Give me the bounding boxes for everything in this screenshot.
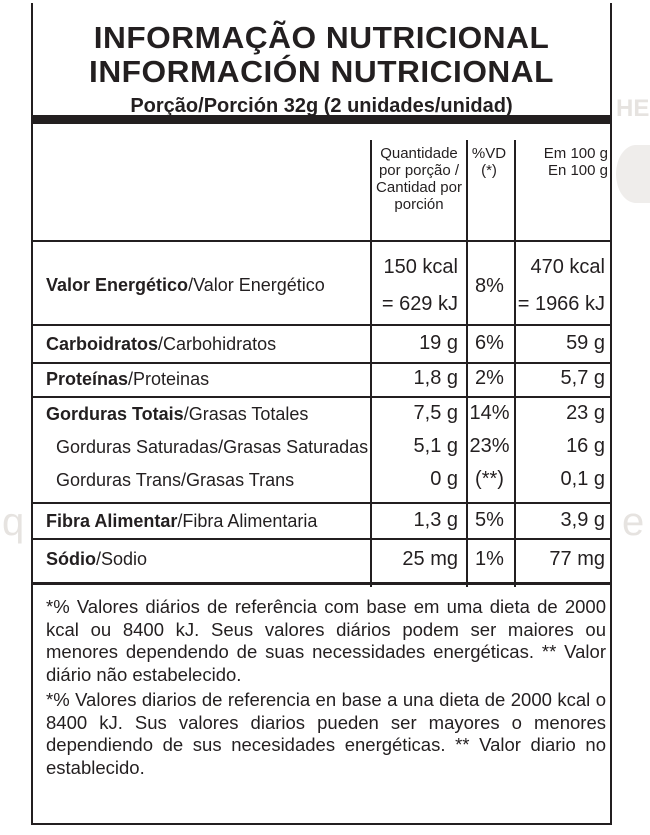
row-energy-per100-1: 470 kcal	[530, 256, 605, 278]
column-header-quantity: Quantidade por porção / Cantidad por porción	[376, 145, 462, 213]
background-ghost-right-2: e	[622, 500, 645, 544]
rule-fats	[31, 502, 612, 504]
row-protein-amount: 1,8 g	[413, 367, 458, 389]
row-carbs-per100: 59 g	[566, 332, 605, 354]
rule-fiber	[31, 538, 612, 540]
row-sodium-dv: 1%	[475, 548, 504, 570]
row-total-fat-dv: 14%	[469, 402, 510, 424]
row-protein-dv: 2%	[475, 367, 504, 389]
rule-energy	[31, 324, 612, 326]
rule-carbs	[31, 362, 612, 364]
rule-sodium	[31, 582, 612, 585]
row-energy-label	[46, 274, 325, 296]
row-energy-amount-2: = 629 kJ	[381, 293, 458, 315]
row-protein-per100: 5,7 g	[560, 367, 605, 389]
row-sodium-label-pt: Sódio	[46, 549, 96, 569]
row-energy-amount-1: 150 kcal	[383, 256, 458, 278]
column-header-per100-pt: Em 100 g	[543, 145, 608, 162]
row-total-fat-per100: 23 g	[566, 402, 605, 424]
column-header-dv: %VD (*)	[471, 145, 507, 179]
column-header-per100	[520, 145, 608, 179]
row-protein-label	[46, 368, 209, 390]
row-trans-fat-dv: (**)	[475, 468, 504, 490]
row-trans-fat-per100: 0,1 g	[560, 468, 605, 490]
portion-label-es: /Porción 32g (2 unidades/unidad)	[198, 95, 513, 117]
title-spanish: INFORMACIÓN NUTRICIONAL	[89, 54, 554, 89]
portion-label-pt: Porção	[130, 95, 199, 117]
row-fiber-label-pt: Fibra Alimentar	[46, 511, 178, 531]
row-energy-dv: 8%	[475, 275, 504, 297]
row-sodium-label-es: /Sodio	[96, 549, 148, 569]
row-fiber-per100: 3,9 g	[560, 509, 605, 531]
row-total-fat-label-es: /Grasas Totales	[183, 404, 309, 424]
footnote-spanish: *% Valores diarios de referencia en base a una dieta de 2000 kcal o 8400 kJ. Sus valores diarios pueden ser mayores o menores dependiendo de sus necesidades energéticas. ** Valor diario no establecido.	[46, 689, 606, 778]
background-ghost-right-circle	[616, 145, 650, 203]
row-protein-label-pt: Proteínas	[46, 369, 129, 389]
row-saturated-fat-amount: 5,1 g	[413, 435, 458, 457]
title-portuguese: INFORMAÇÃO NUTRICIONAL	[93, 20, 550, 55]
row-protein-label-es: /Proteinas	[128, 369, 210, 389]
rule-header	[31, 240, 612, 242]
row-total-fat-amount: 7,5 g	[413, 402, 458, 424]
row-carbs-label	[46, 333, 276, 355]
row-trans-fat-amount: 0 g	[430, 468, 458, 490]
row-saturated-fat-dv: 23%	[469, 435, 510, 457]
row-sodium-label	[46, 548, 147, 570]
row-energy-per100-2: = 1966 kJ	[517, 293, 605, 315]
nutrition-header	[31, 3, 612, 124]
row-fiber-label-es: /Fibra Alimentaria	[177, 511, 318, 531]
column-header-per100-es: En 100 g	[547, 162, 608, 179]
row-trans-fat-label: Gorduras Trans/Grasas Trans	[56, 470, 295, 490]
row-saturated-fat-label: Gorduras Saturadas/Grasas Saturadas	[56, 437, 369, 457]
row-carbs-label-es: /Carbohidratos	[158, 334, 277, 354]
rule-protein	[31, 396, 612, 398]
background-ghost-right: HE	[616, 95, 650, 122]
footnote-portuguese: *% Valores diários de referência com base em uma dieta de 2000 kcal ou 8400 kJ. Seus valores diários podem ser maiores ou menores dependendo de suas necessidades energéticas. ** Valor diário não estabelecido.	[46, 596, 606, 685]
row-sodium-amount: 25 mg	[402, 548, 458, 570]
row-sodium-per100: 77 mg	[549, 548, 605, 570]
row-carbs-label-pt: Carboidratos	[46, 334, 159, 354]
row-total-fat-label	[46, 403, 308, 425]
row-saturated-fat-per100: 16 g	[566, 435, 605, 457]
row-fiber-amount: 1,3 g	[413, 509, 458, 531]
row-carbs-amount: 19 g	[419, 332, 458, 354]
row-carbs-dv: 6%	[475, 332, 504, 354]
row-total-fat-label-pt: Gorduras Totais	[46, 404, 184, 424]
row-fiber-label	[46, 510, 317, 532]
row-energy-label-pt: Valor Energético	[46, 275, 189, 295]
footnotes	[46, 596, 606, 779]
portion-size	[31, 95, 612, 118]
background-ghost-left: q	[2, 500, 25, 544]
row-fiber-dv: 5%	[475, 509, 504, 531]
row-energy-label-es: /Valor Energético	[188, 275, 325, 295]
